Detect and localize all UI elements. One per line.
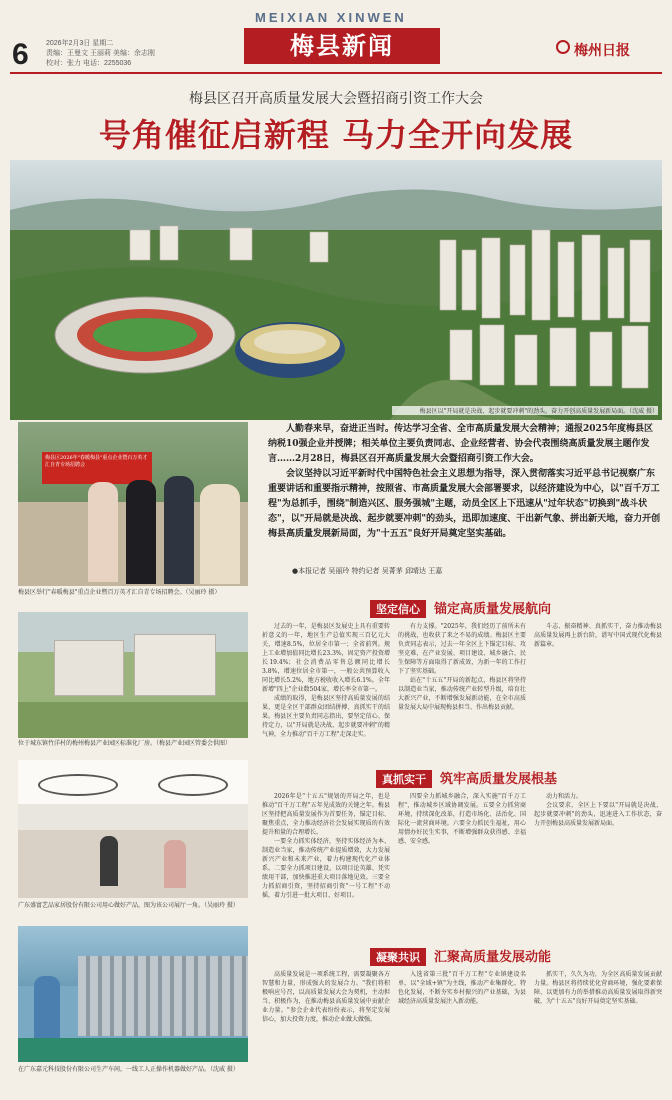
hero-aerial-photo bbox=[10, 160, 662, 420]
showroom-caption: 广东盛富艺品家居股份有限公司用心做好产品，图为该公司展厅一角。（吴丽玲 摄） bbox=[18, 902, 239, 909]
paragraph: 斗志、振奋精神、真抓实干，奋力推动梅县高质量发展再上新台阶，谱写中国式现代化梅县新篇章。 bbox=[534, 623, 662, 648]
newspaper-name: 梅州日报 bbox=[574, 43, 630, 59]
section-heading-3 bbox=[370, 946, 551, 964]
section-tag: 坚定信心 bbox=[370, 600, 426, 618]
paragraph: 四要全力抓城乡融合，深入实施"百千万工程"，推动城乡区域协调发展。五要全力抓营商环境，持续深化改革，打造市场化、法治化、国际化一流营商环境。六要全力抓民生福祉，用心用情办好民生实事，不断增强群众获得感、幸福感、安全感。 bbox=[398, 793, 526, 845]
paragraph: 入选省第三批"百千万工程"专业镇建设名单，以"全域+镇"为主线，推动产业集群化、特色化发展，不断夯实乡村振兴的产业基础，为县域经济高质量发展注入新动能。 bbox=[398, 971, 526, 1005]
section-title-text: 锚定高质量发展航向 bbox=[434, 602, 552, 617]
showroom-photo bbox=[18, 760, 248, 898]
section-1-column-3 bbox=[534, 622, 662, 742]
job-fair-caption: 梅县区举行"春暖梅县"重点企业暨百万英才汇自青专场招聘会。（吴丽玲 摄） bbox=[18, 589, 221, 596]
paragraph: 会议要求，全区上下要以"开局就是决战、起步就要冲刺"的劲头，迅速进入工作状态，奋力开创梅县高质量发展新局面。 bbox=[534, 802, 662, 827]
paragraph: 高质量发展是一项系统工程，需要凝聚各方智慧和力量，形成强大的发展合力。"我们将积极响应号召，以高质量发展大会为契机，主动担当、积极作为，在推动梅县高质量发展中贡献企业力量。"参会企业代表纷纷表示，将坚定发展信心，加大投资力度，推动企业做大做强。 bbox=[262, 971, 390, 1023]
workshop-caption: 在广东嘉元科技股份有限公司生产车间，一线工人正操作机器做好产品。（沈威 摄） bbox=[18, 1066, 239, 1073]
paragraph: 2026年是"十五五"规划的开局之年，也是推动"百千万工程"五年见成效的关键之年。梅县区坚持把高质量发展作为首要任务，锚定目标、聚焦重点，全力推动经济社会发展实现质的有效提升和量的合理增长。 bbox=[262, 793, 390, 836]
article-lead bbox=[268, 422, 662, 562]
issue-date: 2026年2月3日 星期二 bbox=[46, 40, 114, 47]
paragraph: 动力和活力。 bbox=[546, 793, 583, 800]
section-1-column-1 bbox=[262, 622, 390, 742]
paragraph: 站在"十五五"开局的新起点，梅县区将坚持以制造业当家，推动传统产业转型升级，培育壮大新兴产业，不断增强发展新动能，在全市高质量发展大局中展现梅县担当、作出梅县贡献。 bbox=[398, 677, 526, 711]
article-kicker: 梅县区召开高质量发展大会暨招商引资工作大会 bbox=[189, 91, 483, 107]
section-heading-2 bbox=[376, 768, 557, 786]
aerial-city-illustration bbox=[10, 160, 662, 420]
section-title-text: 汇聚高质量发展动能 bbox=[434, 950, 552, 965]
editor-line: 责编：王曼文 王丽莉 美编：余志刚 bbox=[46, 50, 155, 57]
section-title-text: 筑牢高质量发展根基 bbox=[440, 772, 558, 787]
industrial-park-caption: 位于城东镇竹洋村的梅州梅县产业园区标准化厂房。（梅县产业园区管委会供图） bbox=[18, 740, 232, 747]
lead-paragraph: 人勤春来早，奋进正当时。传达学习全省、全市高质量发展大会精神；通报2025年度梅县区纳税10强企业并授牌；相关单位主要负责同志、企业经营者、协会代表围绕高质量发展主题作发言……2月28日，梅县区召开高质量发展大会暨招商引资工作大会。 bbox=[268, 424, 654, 464]
section-3-column-3 bbox=[534, 970, 662, 1094]
lead-paragraph: 会议坚持以习近平新时代中国特色社会主义思想为指导，深入贯彻落实习近平总书记视察广东重要讲话和重要指示精神，按照省、市高质量发展大会部署要求，以经济建设为中心，以"百千万工程"为总抓手，围绕"制造兴区、服务强城"主题，动员全区上下迅速从"过年状态"切换到"战斗状态"，以"开局就是决战、起步就要冲刺"的劲头，迅即加速度、干出新气象、拼出新天地，奋力开创梅县高质量发展新局面，为"十五五"良好开局奠定坚实基础。 bbox=[268, 469, 661, 539]
masthead-rule bbox=[10, 72, 662, 74]
workshop-photo bbox=[18, 926, 248, 1062]
section-heading-1 bbox=[370, 598, 551, 616]
section-1-column-2 bbox=[398, 622, 526, 742]
job-fair-banner: 梅县区2026年"春暖梅县"重点企业暨百万英才汇自青专场招聘会 bbox=[42, 452, 152, 484]
page-number: 6 bbox=[12, 38, 29, 71]
proof-line: 校对：张力 电话：2255036 bbox=[46, 60, 132, 67]
section-tag: 凝聚共识 bbox=[370, 948, 426, 966]
byline: ●本报记者 吴丽玲 特约记者 吴菁茅 邱晴达 王嘉 bbox=[292, 567, 443, 575]
job-fair-photo bbox=[18, 422, 248, 586]
paragraph: 过去的一年，是梅县区发展史上具有重要转折意义的一年，地区生产总值实现三百亿元大关，增速8.5%，位居全市第一；全省前列。规上工业增加值同比增长23.3%，固定资产投资增长19.4%；社会消费品零售总额同比增长3.8%，增速位居全市第一，一般公共预算收入同比增长5.2%，地方税收收入增长6.1%。全年新增"四上"企业数504家，增长率全市第一。 bbox=[262, 623, 390, 693]
section-2-column-3 bbox=[534, 792, 662, 932]
section-pinyin: MEIXIAN XINWEN bbox=[255, 10, 407, 25]
section-2-column-2 bbox=[398, 792, 526, 932]
section-3-column-2 bbox=[398, 970, 526, 1094]
section-3-column-1 bbox=[262, 970, 390, 1094]
paragraph: 成绩的取得，是梅县区坚持高质量发展的结果，更是全区干部群众团结拼搏、真抓实干的结果。梅县区主要负责同志指出，要坚定信心、保持定力，以"开局就是决战、起步就要冲刺"的精气神，全力推动"百千万工程"走深走实。 bbox=[262, 695, 390, 738]
industrial-park-photo bbox=[18, 612, 248, 738]
article-headline: 号角催征启新程 马力全开向发展 bbox=[98, 116, 574, 154]
section-title: 梅县新闻 bbox=[244, 28, 440, 64]
paper-logo-icon bbox=[556, 40, 570, 54]
section-tag: 真抓实干 bbox=[376, 770, 432, 788]
paragraph: 抓实干，久久为功，为全区高质量发展贡献力量。梅县区将持续优化营商环境，强化要素保障，以更加有力的举措推动高质量发展取得新突破，为"十五五"良好开局奠定坚实基础。 bbox=[534, 971, 662, 1005]
paragraph: 有力支撑。"2025年，我们经历了前所未有的挑战，也收获了来之不易的成绩。梅县区主要负责同志表示，过去一年全区上下锚定目标、攻坚克难，在产业发展、项目建设、城乡融合、民生保障等方面取得了新成效，为新一年的工作打下了坚实基础。 bbox=[398, 623, 526, 675]
hero-caption: 梅县区以"开局就是决战、起步就要冲刺"的劲头，奋力开创高质量发展新局面。（沈威 摄） bbox=[392, 406, 658, 415]
paragraph: 一要全力抓实体经济，坚持实体经济为本、制造业当家，推动传统产业提质增效，大力发展新兴产业和未来产业，着力构建现代化产业体系。二要全力抓项目建设，以项目论英雄、凭实绩用干部，加快推进重大项目落地见效。三要全力抓招商引资，坚持招商引资"一号工程"不动摇，着力引进一批大项目、好项目。 bbox=[262, 838, 390, 899]
section-2-column-1 bbox=[262, 792, 390, 932]
